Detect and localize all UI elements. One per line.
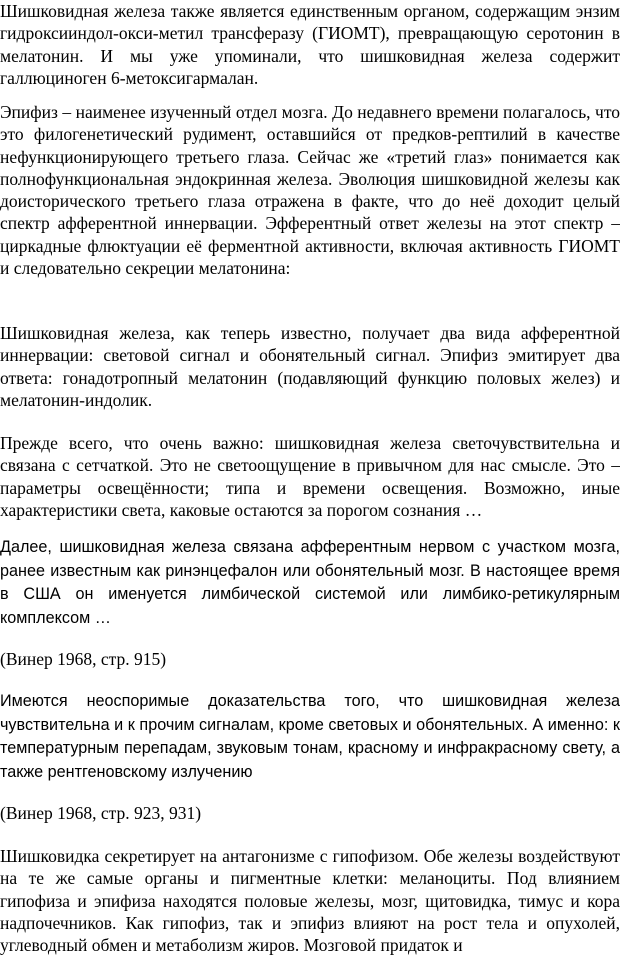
paragraph-afferent-innervation: Шишковидная железа, как теперь известно, получает два вида афферентной иннервации: световой сигнал и обонятельный сигнал. Эпифиз эмитирует два ответа: гонадотропный мелатонин (подавляющий функцию половых желез) и мелатонин-индолик. <box>0 323 620 410</box>
paragraph-quote-signals: Имеются неоспоримые доказательства того, что шишковидная железа чувствительна и к прочим сигналам, кроме световых и обонятельных. А именно: к температурным перепадам, звуковым тонам, красному и инфракрасному свету, а также рентгеновскому излучению <box>0 692 620 781</box>
paragraph-giomt: Шишковидная железа также является единственным органом, содержащим энзим гидроксииндол-окси-метил трансферазу (ГИОМТ), превращающую серотонин в мелатонин. И мы уже упоминали, что шишковидная железа содержит галлюциноген 6-метоксигармалан. <box>0 1 620 88</box>
citation-wiener-923: (Винер 1968, стр. 923, 931) <box>0 803 202 823</box>
paragraph-photosensitivity: Прежде всего, что очень важно: шишковидная железа светочувствительна и связана с сетчаткой. Это не светоощущение в привычном для нас смысле. Это – параметры освещённости; типа и времени освещения. Возможно, иные характеристики света, каковые остаются за порогом сознания … <box>0 433 620 520</box>
paragraph-quote-limbic: Далее, шишковидная железа связана афферентным нервом с участком мозга, ранее известным как ринэнцефалон или обонятельный мозг. В настоящее время в США он именуется лимбической системой или лимбико-ретикулярным комплексом … <box>0 538 620 627</box>
paragraph-antagonism: Шишковидка секретирует на антагонизме с гипофизом. Обе железы воздействуют на те же самые органы и пигментные клетки: меланоциты. Под влиянием гипофиза и эпифиза находятся половые железы, мозг, щитовидка, тимус и кора надпочечников. Как гипофиз, так и эпифиз влияют на рост тела и опухолей, углеводный обмен и метаболизм жиров. Мозговой придаток и <box>0 846 620 956</box>
paragraph-epiphysis: Эпифиз – наименее изученный отдел мозга. До недавнего времени полагалось, что это филогенетический рудимент, оставшийся от предков-рептилий в качестве нефункционирующего третьего глаза. Сейчас же «третий глаз» понимается как полнофункциональная эндокринная железа. Эволюция шишковидной железы как доисторического третьего глаза отражена в факте, что до неё доходит целый спектр афферентной иннервации. Эфферентный ответ железы на этот спектр – циркадные флюктуации её ферментной активности, включая активность ГИОМТ и следовательно секреции мелатонина: <box>0 102 620 279</box>
citation-wiener-915: (Винер 1968, стр. 915) <box>0 649 167 669</box>
